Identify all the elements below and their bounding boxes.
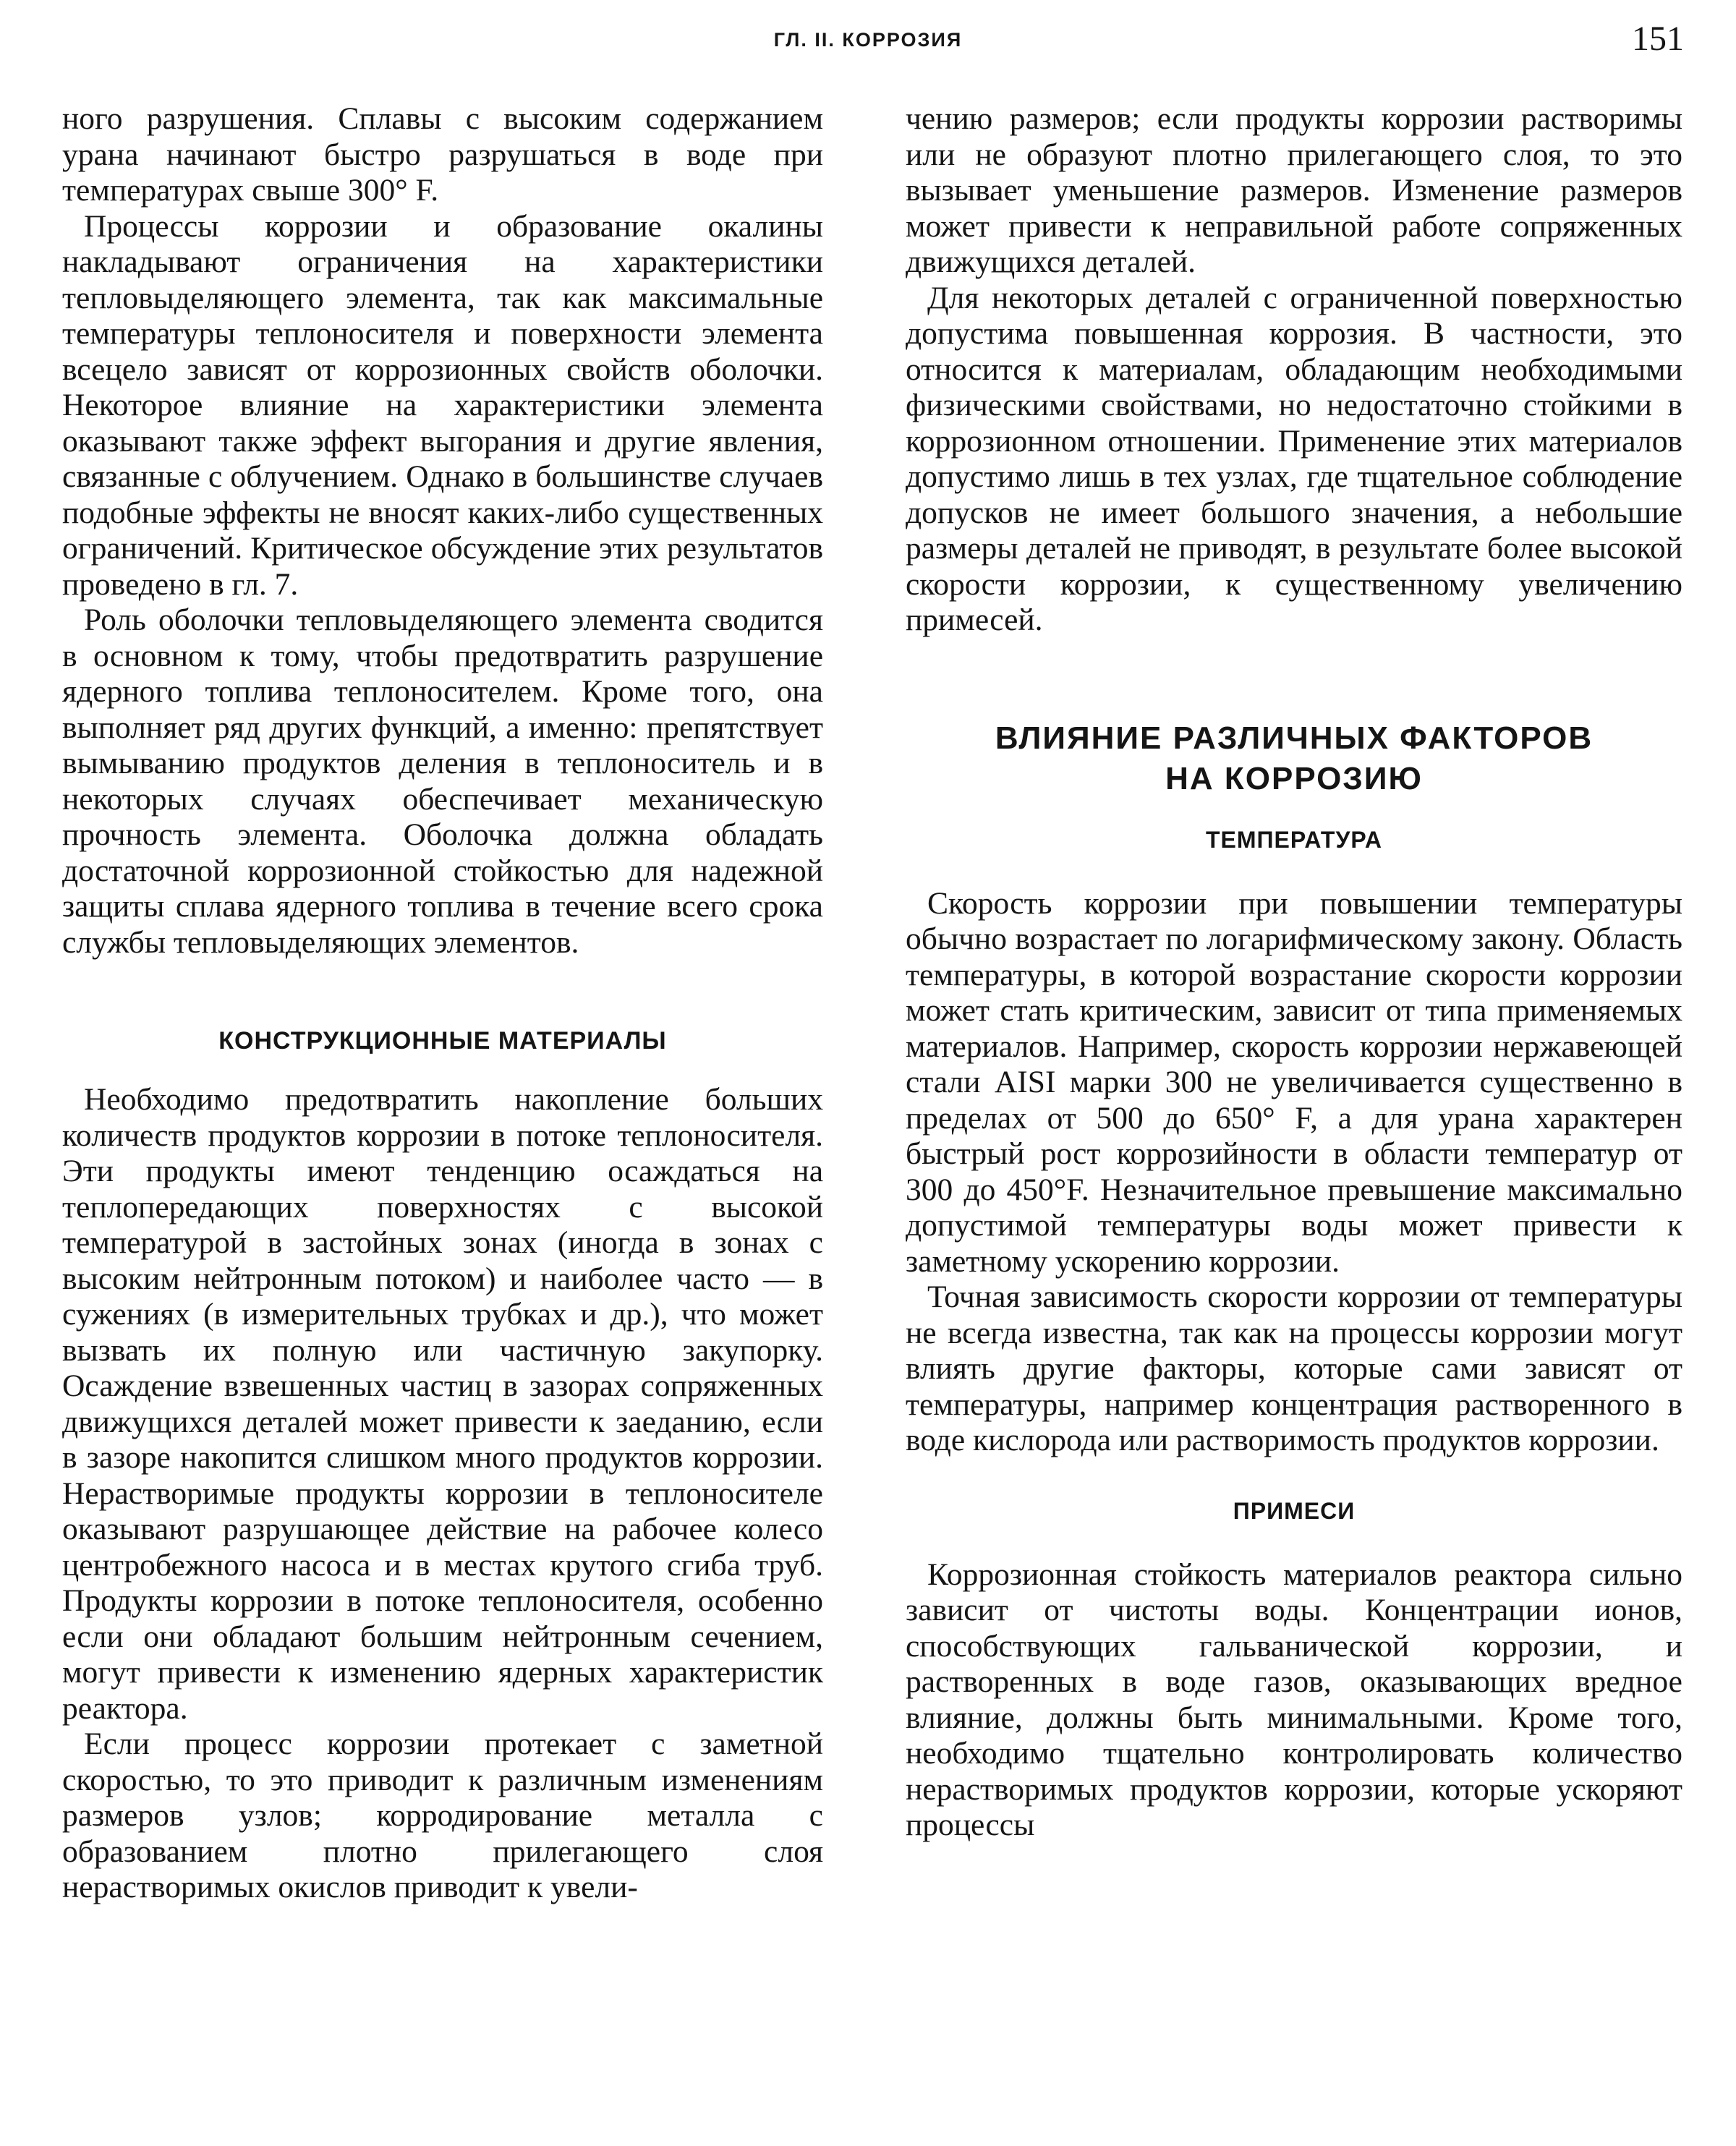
left-column — [62, 101, 823, 1906]
paragraph: Если процесс коррозии протекает с заметной скоростью, то это приводит к различным изменениям размеров узлов; корродирование металла с образованием плотно прилегающего слоя нерастворимых окислов приводит к увели- — [62, 1726, 823, 1904]
subsection-heading-impurities: ПРИМЕСИ — [1233, 1497, 1356, 1524]
paragraph: Роль оболочки тепловыделяющего элемента сводится в основном к тому, чтобы предотвратить разрушение ядерного топлива теплоносителем. Кроме того, она выполняет ряд других функций, а именно: препятствует вымыванию продуктов деления в теплоноситель и в некоторых случаях обеспечивает механическую прочность элемента. Оболочка должна обладать достаточной коррозионной стойкостью для надежной защиты сплава ядерного топлива в течение всего срока службы тепловыделяющих элементов. — [62, 603, 823, 960]
paragraph: ного разрушения. Сплавы с высоким содержанием урана начинают быстро разрушаться в воде при температурах свыше 300° F. — [62, 101, 823, 208]
paragraph: чению размеров; если продукты коррозии растворимы или не образуют плотно прилегающего слоя, то это вызывает уменьшение размеров. Изменение размеров может привести к неправильной работе сопряженных движущихся деталей. — [906, 101, 1682, 279]
chapter-section-heading — [906, 718, 1682, 799]
paragraph: Коррозионная стойкость материалов реактора сильно зависит от чистоты воды. Концентрации ионов, способствующих гальванической коррозии, и растворенных в воде газов, оказывающих вредное влияние, должны быть минимальными. Кроме того, необходимо тщательно контролировать количество нерастворимых продуктов коррозии, которые ускоряют процессы — [906, 1557, 1682, 1842]
paragraph: Точная зависимость скорости коррозии от температуры не всегда известна, так как на процессы коррозии могут влиять другие факторы, которые сами зависят от температуры, например концентрация растворенного в воде кислорода или растворимость продуктов коррозии. — [906, 1279, 1682, 1457]
running-title: ГЛ. II. КОРРОЗИЯ — [773, 29, 963, 51]
right-column — [906, 101, 1682, 1844]
paragraph: Для некоторых деталей с ограниченной поверхностью допустима повышенная коррозия. В частности, это относится к материалам, обладающим необходимыми физическими свойствами, но недостаточно стойкими в коррозионном отношении. Применение этих материалов допустимо лишь в тех узлах, где тщательное соблюдение допусков не имеет большого значения, а небольшие размеры деталей не приводят, в результате более высокой скорости коррозии, к существенному увеличению примесей. — [906, 280, 1682, 637]
page-number: 151 — [1632, 20, 1684, 58]
paragraph: Скорость коррозии при повышении температуры обычно возрастает по логарифмическому закону. Область температуры, в которой возрастание скорости коррозии может стать критическим, зависит от типа применяемых материалов. Например, скорость коррозии нержавеющей стали AISI марки 300 не увеличивается существенно в пределах от 500 до 650° F, а для урана характерен быстрый рост коррозийности в области температур от 300 до 450°F. Незначительное превышение максимально допустимой температуры воды может привести к заметному ускорению коррозии. — [906, 885, 1682, 1279]
paragraph: Процессы коррозии и образование окалины накладывают ограничения на характеристики тепловыделяющего элемента, так как максимальные температуры теплоносителя и поверхности элемента всецело зависят от коррозионных свойств оболочки. Некоторое влияние на характеристики элемента оказывают также эффект выгорания и другие явления, связанные с облучением. Однако в большинстве случаев подобные эффекты не вносят каких-либо существенных ограничений. Критическое обсуждение этих результатов проведено в гл. 7. — [62, 208, 823, 602]
paragraph: Необходимо предотвратить накопление больших количеств продуктов коррозии в потоке теплоносителя. Эти продукты имеют тенденцию осаждаться на теплопередающих поверхностях с высокой температурой в застойных зонах (иногда в зонах с высоким нейтронным потоком) и наиболее часто — в сужениях (в измерительных трубках и др.), что может вызвать их полную или частичную закупорку. Осаждение взвешенных частиц в зазорах сопряженных движущихся деталей может привести к заеданию, если в зазоре накопится слишком много продуктов коррозии. Нерастворимые продукты коррозии в теплоносителе оказывают разрушающее действие на рабочее колесо центробежного насоса и в местах крутого сгиба труб. Продукты коррозии в потоке теплоносителя, особенно если они обладают большим нейтронным сечением, могут привести к изменению ядерных характеристик реактора. — [62, 1082, 823, 1726]
subsection-heading-temperature: ТЕМПЕРАТУРА — [1205, 826, 1383, 853]
section-heading-materials: КОНСТРУКЦИОННЫЕ МАТЕРИАЛЫ — [218, 1027, 667, 1055]
heading-line: НА КОРРОЗИЮ — [1165, 760, 1423, 796]
heading-line: ВЛИЯНИЕ РАЗЛИЧНЫХ ФАКТОРОВ — [995, 720, 1594, 756]
